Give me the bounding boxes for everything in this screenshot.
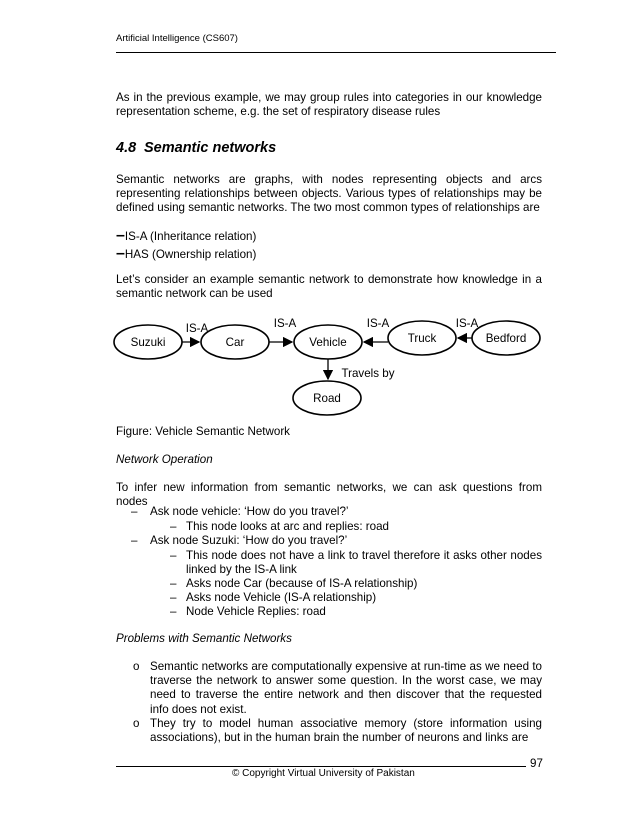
list-item: Node Vehicle Replies: road <box>186 605 326 618</box>
list-dash: – <box>131 505 138 518</box>
problem-item: They try to model human associative memory (store information using associations), but in the human brain the number of neurons and links are <box>150 717 542 745</box>
edge-label: IS-A <box>366 317 390 330</box>
page-number: 97 <box>530 757 543 770</box>
node-label: Car <box>225 336 245 349</box>
problem-item: Semantic networks are computationally expensive at run-time as we need to traverse the network to answer some question. In the worst case, we may need to traverse the entire network and then discover that the requested info does not exist. <box>150 660 542 716</box>
footer-rule <box>116 766 526 767</box>
list-item: Ask node vehicle: ‘How do you travel?’ <box>150 505 349 518</box>
list-dash: – <box>170 577 177 590</box>
edge-label: IS-A <box>455 317 479 330</box>
copyright: © Copyright Virtual University of Pakistan <box>232 768 415 779</box>
problems-heading: Problems with Semantic Networks <box>116 632 292 645</box>
bullet-marker: o <box>133 717 140 730</box>
semantic-network-diagram <box>100 305 550 425</box>
edge-label: IS-A <box>273 317 297 330</box>
list-dash: – <box>170 605 177 618</box>
figure-caption: Figure: Vehicle Semantic Network <box>116 425 290 438</box>
node-label: Suzuki <box>130 336 166 349</box>
operation-heading: Network Operation <box>116 453 213 466</box>
intro-paragraph: As in the previous example, we may group rules into categories in our knowledge representation scheme, e.g. the set of respiratory disease rules <box>116 91 542 119</box>
edge-label: IS-A <box>185 322 209 335</box>
section-heading <box>116 140 276 156</box>
list-item: Ask node Suzuki: ‘How do you travel?’ <box>150 534 348 547</box>
node-label: Bedford <box>485 332 527 345</box>
section-number: 4.8 <box>116 140 137 156</box>
node-label: Road <box>313 392 341 405</box>
definition-paragraph: Semantic networks are graphs, with nodes representing objects and arcs representing relationships between objects. Various types of relationships may be defined using semantic networks. The two most common types of relationships are <box>116 173 542 215</box>
bullet-marker: o <box>133 660 140 673</box>
relation-item <box>116 227 257 244</box>
list-item: Asks node Vehicle (IS-A relationship) <box>186 591 377 604</box>
operation-paragraph: To infer new information from semantic networks, we can ask questions from nodes <box>116 481 542 509</box>
list-dash: – <box>131 534 138 547</box>
section-title: Semantic networks <box>144 140 277 156</box>
running-header: Artificial Intelligence (CS607) <box>116 33 238 44</box>
relation-dash: – <box>116 245 125 262</box>
node-label: Truck <box>407 332 437 345</box>
edge-label: Travels by <box>341 367 395 380</box>
list-dash: – <box>170 591 177 604</box>
node-label: Vehicle <box>309 336 347 349</box>
relation-label: IS-A (Inheritance relation) <box>124 230 257 243</box>
list-item: This node looks at arc and replies: road <box>186 520 390 533</box>
relation-dash: – <box>116 227 125 244</box>
list-item: Asks node Car (because of IS-A relationship) <box>186 577 418 590</box>
list-item: This node does not have a link to travel therefore it asks other nodes linked by the IS-A link <box>186 549 542 577</box>
example-paragraph: Let’s consider an example semantic network to demonstrate how knowledge in a semantic network can be used <box>116 273 542 301</box>
list-dash: – <box>170 549 177 562</box>
relation-label: HAS (Ownership relation) <box>124 248 257 261</box>
header-rule <box>116 52 556 53</box>
list-dash: – <box>170 520 177 533</box>
relation-item <box>116 245 257 262</box>
